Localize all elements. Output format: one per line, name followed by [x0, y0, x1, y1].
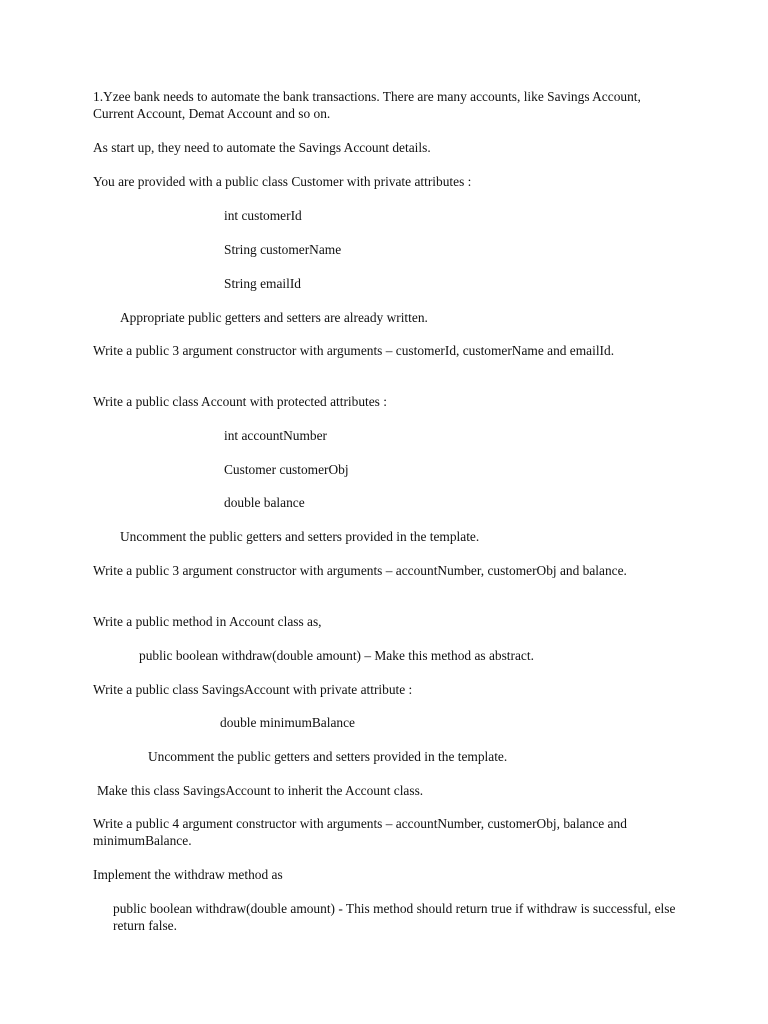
withdraw-description-paragraph: public boolean withdraw(double amount) - This method should return true if withdraw is successful, else return false. [113, 901, 676, 933]
account-attribute-customer: Customer customerObj [224, 462, 349, 477]
account-class-paragraph: Write a public class Account with protected attributes : [93, 394, 387, 409]
customer-attribute-email: String emailId [224, 276, 301, 291]
customer-attribute-name: String customerName [224, 242, 342, 257]
account-uncomment-note: Uncomment the public getters and setters provided in the template. [120, 529, 480, 544]
implement-withdraw-paragraph: Implement the withdraw method as [93, 867, 283, 882]
customer-class-paragraph: You are provided with a public class Customer with private attributes : [93, 174, 472, 189]
savings-uncomment-note: Uncomment the public getters and setters provided in the template. [148, 749, 508, 764]
inherit-paragraph: Make this class SavingsAccount to inherit the Account class. [97, 783, 424, 798]
account-constructor-paragraph: Write a public 3 argument constructor with arguments – accountNumber, customerObj and balance. [93, 563, 627, 578]
getters-setters-note: Appropriate public getters and setters are already written. [120, 310, 428, 325]
withdraw-abstract-paragraph: public boolean withdraw(double amount) – Make this method as abstract. [139, 648, 534, 663]
account-attribute-balance: double balance [224, 495, 305, 510]
savings-attribute-minimum-balance: double minimumBalance [220, 715, 355, 730]
startup-paragraph: As start up, they need to automate the Savings Account details. [93, 140, 431, 155]
account-attribute-number: int accountNumber [224, 428, 327, 443]
savings-constructor-paragraph: Write a public 4 argument constructor with arguments – accountNumber, customerObj, balance and minimumBalance. [93, 816, 627, 848]
account-method-paragraph: Write a public method in Account class as, [93, 614, 322, 629]
customer-constructor-paragraph: Write a public 3 argument constructor with arguments – customerId, customerName and emailId. [93, 343, 615, 358]
intro-paragraph: 1.Yzee bank needs to automate the bank transactions. There are many accounts, like Savings Account, Current Account, Demat Account and so on. [93, 89, 641, 121]
savings-class-paragraph: Write a public class SavingsAccount with private attribute : [93, 682, 413, 697]
customer-attribute-id: int customerId [224, 208, 302, 223]
